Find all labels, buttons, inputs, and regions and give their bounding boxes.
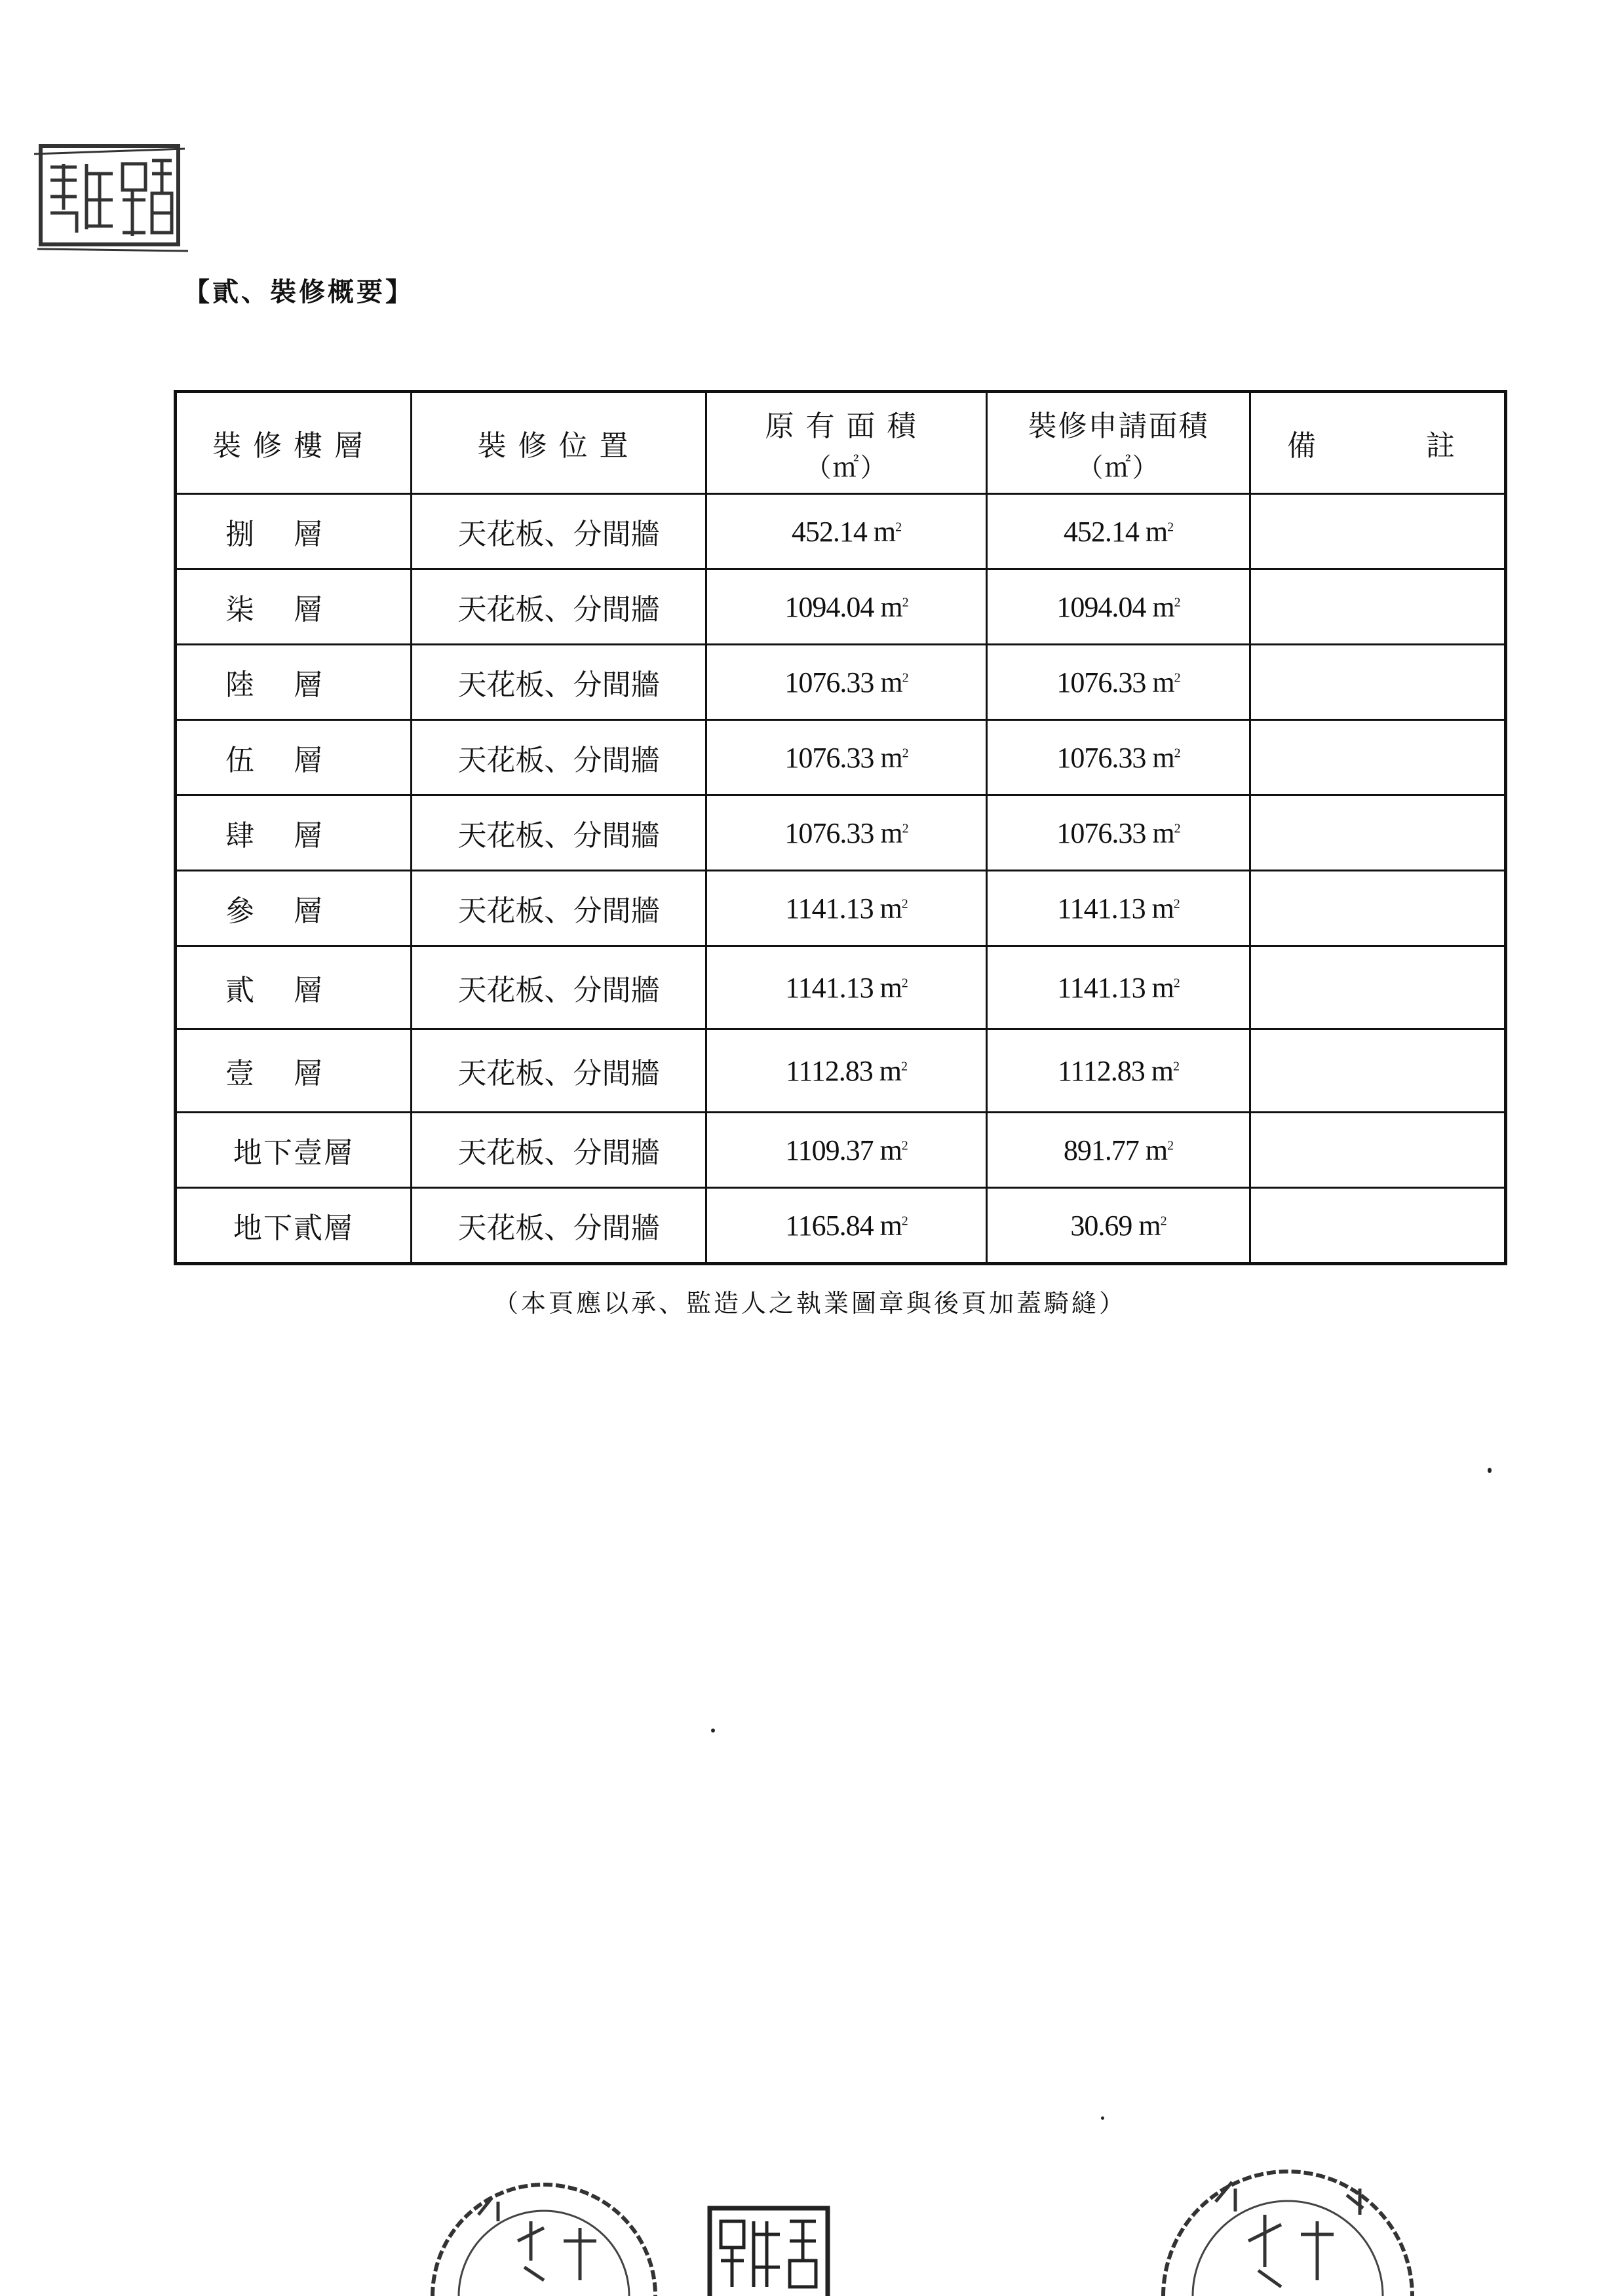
original-area-cell: 1141.13 $m^2$: [706, 946, 987, 1029]
original-area-cell: 1165.84 $m^2$: [706, 1188, 987, 1264]
header-remarks: 備註: [1250, 392, 1506, 494]
seal-stamp-topleft-icon: [34, 134, 191, 259]
applied-area-cell: 1076.33 $m^2$: [987, 645, 1250, 720]
table-row: [176, 494, 1506, 569]
location-cell: 天花板、分間牆: [412, 569, 706, 645]
location-cell: 天花板、分間牆: [412, 795, 706, 871]
remarks-cell: [1250, 645, 1506, 720]
applied-area-cell: 452.14 $m^2$: [987, 494, 1250, 569]
header-applied-area: [987, 392, 1250, 494]
table-row: [176, 871, 1506, 946]
footnote: （本頁應以承、監造人之執業圖章與後頁加蓋騎縫）: [493, 1289, 1127, 1318]
remarks-cell: [1250, 871, 1506, 946]
remarks-cell: [1250, 1029, 1506, 1113]
table-header-row: [176, 392, 1506, 494]
original-area-cell: 1112.83 $m^2$: [706, 1029, 987, 1113]
remarks-cell: [1250, 1188, 1506, 1264]
header-floor: 裝修樓層: [176, 392, 412, 494]
location-cell: 天花板、分間牆: [412, 645, 706, 720]
floor-cell: 伍層: [176, 720, 412, 795]
applied-area-cell: 1141.13 $m^2$: [987, 871, 1250, 946]
header-original-area: [706, 392, 987, 494]
location-cell: 天花板、分間牆: [412, 946, 706, 1029]
original-area-cell: 452.14 $m^2$: [706, 494, 987, 569]
table-row: [176, 1188, 1506, 1264]
floor-cell: 陸層: [176, 645, 412, 720]
remarks-cell: [1250, 720, 1506, 795]
applied-area-cell: 891.77 $m^2$: [987, 1113, 1250, 1188]
scan-speck: [1101, 2116, 1104, 2120]
table-row: [176, 569, 1506, 645]
original-area-cell: 1076.33 $m^2$: [706, 720, 987, 795]
square-seal-bottom-icon: [704, 2195, 836, 2296]
location-cell: 天花板、分間牆: [412, 720, 706, 795]
floor-cell: 壹層: [176, 1029, 412, 1113]
applied-area-cell: 30.69 $m^2$: [987, 1188, 1250, 1264]
remarks-cell: [1250, 795, 1506, 871]
applied-area-cell: 1076.33 $m^2$: [987, 720, 1250, 795]
floor-cell: 肆層: [176, 795, 412, 871]
applied-area-cell: 1112.83 $m^2$: [987, 1029, 1250, 1113]
remarks-cell: [1250, 946, 1506, 1029]
header-original-area-unit: （㎡）: [805, 452, 888, 483]
header-applied-area-label: 裝修申請面積: [1028, 409, 1209, 443]
table-row: [176, 645, 1506, 720]
table-row: [176, 720, 1506, 795]
original-area-cell: 1076.33 $m^2$: [706, 795, 987, 871]
applied-area-cell: 1076.33 $m^2$: [987, 795, 1250, 871]
location-cell: 天花板、分間牆: [412, 871, 706, 946]
location-cell: 天花板、分間牆: [412, 494, 706, 569]
applied-area-cell: 1141.13 $m^2$: [987, 946, 1250, 1029]
remarks-cell: [1250, 494, 1506, 569]
floor-cell: 地下貳層: [176, 1188, 412, 1264]
applied-area-cell: 1094.04 $m^2$: [987, 569, 1250, 645]
renovation-summary-table: [174, 390, 1507, 1265]
floor-cell: 柒層: [176, 569, 412, 645]
header-original-area-label: 原有面積: [765, 409, 928, 443]
scan-speck: [711, 1729, 715, 1732]
round-seal-right-icon: [1150, 2130, 1425, 2296]
location-cell: 天花板、分間牆: [412, 1188, 706, 1264]
table-row: [176, 1029, 1506, 1113]
table-row: [176, 1113, 1506, 1188]
remarks-cell: [1250, 569, 1506, 645]
original-area-cell: 1094.04 $m^2$: [706, 569, 987, 645]
floor-cell: 參層: [176, 871, 412, 946]
original-area-cell: 1076.33 $m^2$: [706, 645, 987, 720]
location-cell: 天花板、分間牆: [412, 1113, 706, 1188]
floor-cell: 地下壹層: [176, 1113, 412, 1188]
table-row: [176, 946, 1506, 1029]
original-area-cell: 1141.13 $m^2$: [706, 871, 987, 946]
floor-cell: 貳層: [176, 946, 412, 1029]
scan-speck: [1488, 1468, 1492, 1473]
remarks-cell: [1250, 1113, 1506, 1188]
section-title: 【貳、裝修概要】: [183, 277, 414, 307]
original-area-cell: 1109.37 $m^2$: [706, 1113, 987, 1188]
floor-cell: 捌層: [176, 494, 412, 569]
header-applied-area-unit: （㎡）: [1077, 452, 1160, 483]
location-cell: 天花板、分間牆: [412, 1029, 706, 1113]
round-seal-left-icon: [419, 2143, 668, 2296]
header-location: 裝修位置: [412, 392, 706, 494]
table-row: [176, 795, 1506, 871]
